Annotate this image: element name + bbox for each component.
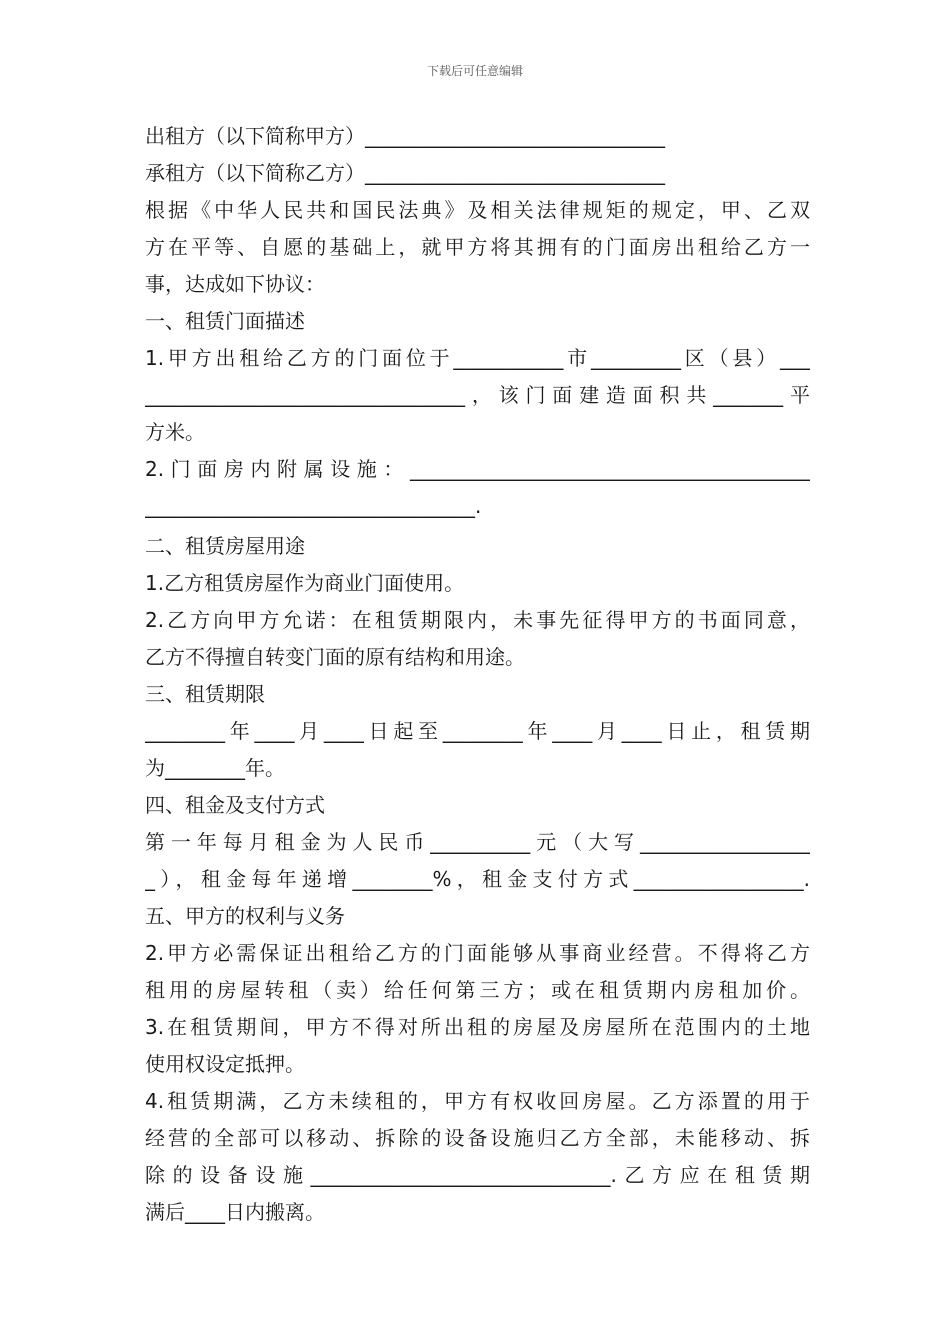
clause-line: 2.门面房内附属设施：________________________________________ [145,457,810,481]
section-heading: 四、租金及支付方式 [145,793,325,817]
clause-line: 除的设备设施______________________________.乙方应在租赁期 [145,1163,810,1187]
clause-line: 经营的全部可以移动、拆除的设备设施归乙方全部，未能移动、拆 [145,1126,810,1150]
section-heading: 二、租赁房屋用途 [145,534,305,558]
party-a-line: 出租方（以下简称甲方）______________________________ [145,124,665,148]
section-heading: 五、甲方的权利与义务 [145,904,345,928]
clause-line: ________年____月____日起至________年____月____日止，租赁期 [145,719,810,743]
clause-line: _________________________________. [145,494,482,518]
section-heading: 三、租赁期限 [145,682,265,706]
clause-line: 使用权设定抵押。 [145,1052,305,1076]
preamble-line: 方在平等、自愿的基础上，就甲方将其拥有的门面房出租给乙方一 [145,235,810,259]
page-header-note: 下载后可任意编辑 [426,64,523,78]
clause-line: 为________年。 [145,756,285,780]
preamble-line: 事，达成如下协议： [145,272,325,296]
clause-line: 1.甲方出租给乙方的门面位于___________市_________区（县）___ [145,346,810,370]
clause-line: ________________________________，该门面建造面积共_______平 [145,383,810,407]
clause-line: 1.乙方租赁房屋作为商业门面使用。 [145,571,465,595]
clause-line: 满后____日内搬离。 [145,1200,325,1224]
clause-line: 方米。 [145,420,205,444]
clause-line: 4.租赁期满，乙方未续租的，甲方有权收回房屋。乙方添置的用于 [145,1089,810,1113]
clause-line: 第一年每月租金为人民币__________元（大写_________________ [145,830,810,854]
section-heading: 一、租赁门面描述 [145,309,305,333]
clause-line: 租用的房屋转租（卖）给任何第三方；或在租赁期内房租加价。 [145,978,810,1002]
clause-line: 乙方不得擅自转变门面的原有结构和用途。 [145,645,525,669]
clause-line: 3.在租赁期间，甲方不得对所出租的房屋及房屋所在范围内的土地 [145,1015,810,1039]
preamble-line: 根据《中华人民共和国民法典》及相关法律规矩的规定，甲、乙双 [145,198,810,222]
clause-line: 2.甲方必需保证出租给乙方的门面能够从事商业经营。不得将乙方 [145,941,810,965]
clause-line: 2.乙方向甲方允诺：在租赁期限内，未事先征得甲方的书面同意， [145,608,810,632]
party-b-line: 承租方（以下简称乙方）______________________________ [145,161,665,185]
clause-line: _），租金每年递增________%，租金支付方式_________________. [145,867,810,891]
contract-body [145,118,810,1231]
